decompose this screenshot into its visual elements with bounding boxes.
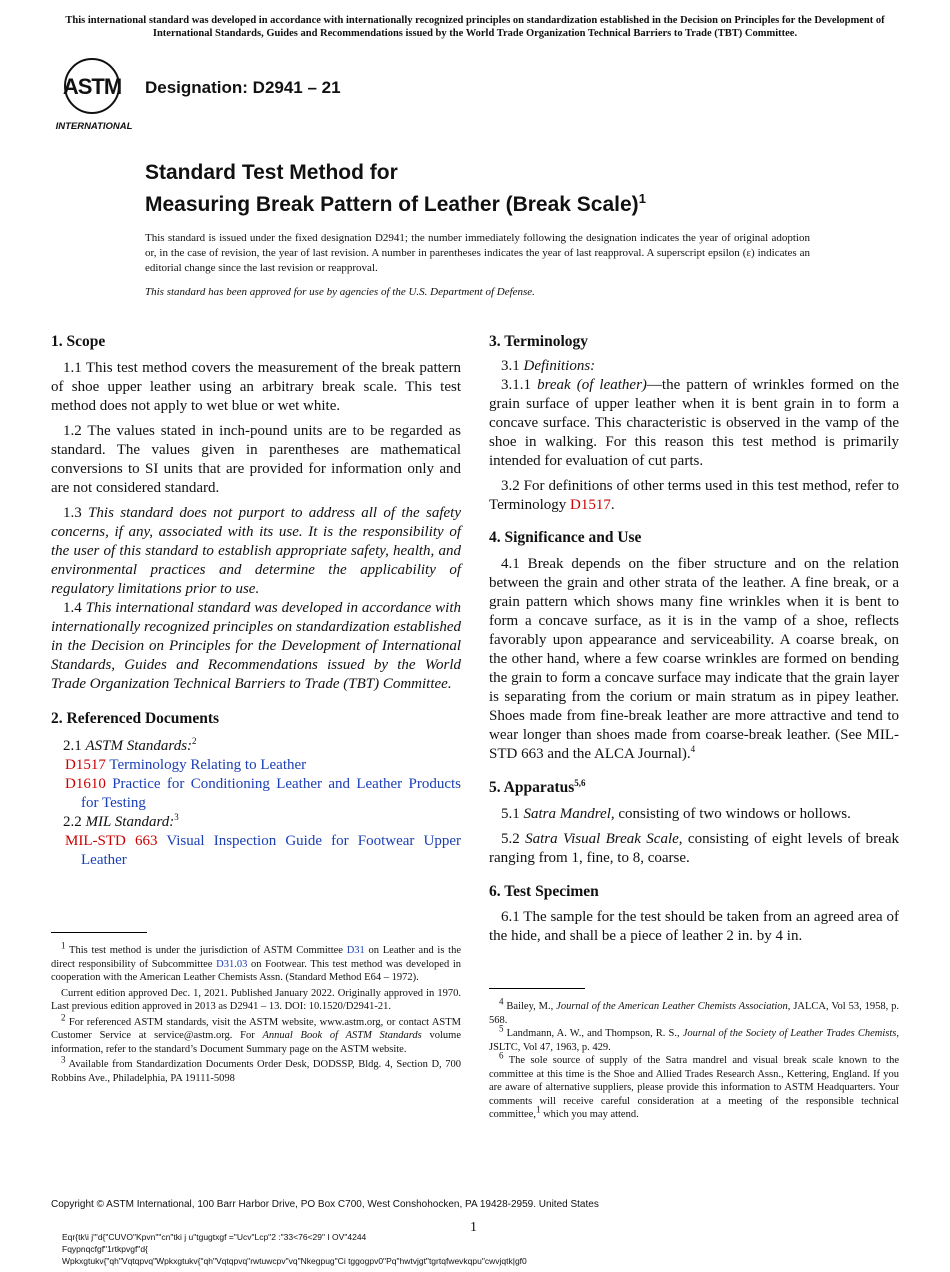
- left-footnotes: [51, 940, 462, 1085]
- page-number: 1: [470, 1220, 477, 1235]
- footnote: $^5$ Landmann, A. W., and Thompson, R. S., Journal of the Society of Leather Trades Chemists, JSLTC, Vol 47, 1963, p. 429.: [489, 1023, 900, 1053]
- reference-item: [51, 832, 461, 870]
- footnote: $^1$ This test method is under the jurisdiction of ASTM Committee D31 on Leather and is the direct responsibility of Subcommittee D31.03 on Footwear. This test method was developed in cooperation with the American Leather Chemists Assn. (Standard Method E64 – 1972).: [51, 940, 462, 983]
- right-footnotes: [489, 996, 900, 1122]
- footnote-rule: [51, 932, 147, 933]
- reference-title-link[interactable]: Visual Inspection Guide for Footwear Upper Leather: [81, 833, 462, 868]
- top-notice: This international standard was developed in accordance with internationally recognized principles on standardization established in the Decision on Principles for the Development of International Standards, Guides and Recommendations issued by the World Trade Organization Technical Barriers to Trade (TBT) Committee.: [65, 15, 885, 39]
- paragraph: 2.1 ASTM Standards:$^2$: [63, 736, 197, 754]
- left-column: [51, 332, 461, 870]
- reference-title-link[interactable]: Practice for Conditioning Leather and Leather Products for Testing: [81, 776, 462, 811]
- page-title: [145, 160, 646, 218]
- logo-text: ASTM: [62, 74, 122, 99]
- paragraph: 6.1 The sample for the test should be taken from an agreed area of the hide, and shall be a piece of leather 2 in. by 4 in.: [489, 909, 899, 944]
- license-stamp: Eqr{tk\i j'"d{"CUVO"Kpvn""cn"tki j u"tgugtxgf ="Ucv"Lcp"2 :"33<76<29" I OV"4244 Fqypnqcfgf"1rtkpvgf"d{ Wpkxgtukv{"qh"Vqtqpvq"Wpkxgtukv{"qh"Vqtqpvq"rwtuwcpv"vq"Nkegpug"Ci tggogpv0"Pq"hwtvjgt"tgrtqfwevkqpu"cwvjqtk|gf0: [62, 1232, 527, 1266]
- paragraph: 1.1 This test method covers the measurement of the break pattern of shoe upper leather using an arbitrary break scale. This test method does not apply to wet blue or wet white.: [51, 360, 461, 414]
- designation: Designation: D2941 – 21: [145, 78, 341, 97]
- footnote: Current edition approved Dec. 1, 2021. Published January 2022. Originally approved in 1970. Last previous edition approved in 2013 as D2941 – 13. DOI: 10.1520/D2941-21.: [51, 987, 461, 1012]
- footnote: $^4$ Bailey, M., Journal of the American Leather Chemists Association, JALCA, Vol 53, 1958, p. 568.: [489, 996, 900, 1026]
- title-line-2: Measuring Break Pattern of Leather (Break Scale)$^1$: [145, 191, 646, 216]
- section-heading: 4. Significance and Use: [489, 529, 642, 546]
- paragraph: 1.4 This international standard was developed in accordance with internationally recognized principles on standardization established in the Decision on Principles for the Development of International Standards, Guides and Recommendations issued by the World Trade Organization Technical Barriers to Trade (TBT) Committee.: [51, 600, 461, 692]
- section-heading: 3. Terminology: [489, 333, 589, 350]
- paragraph: 3.1.1 break (of leather)—the pattern of wrinkles formed on the grain surface of upper leather when it is bent grain in to form a concave surface. This characteristic is observed in the vamp of the shoe in walking. For this reason this test method is primarily intended for evaluation of cut parts.: [489, 377, 900, 469]
- astm-logo: [52, 56, 136, 134]
- issuance-statement: This standard is issued under the fixed designation D2941; the number immediately following the designation indicates the year of original adoption or, in the case of revision, the year of last revision. A number in parentheses indicates the year of last reapproval. A superscript epsilon (ε) indicates an editorial change since the last revision or reapproval.: [145, 232, 810, 274]
- footnote-rule: [489, 988, 585, 989]
- paragraph: 3.2 For definitions of other terms used in this test method, refer to Terminology D1517.: [489, 478, 899, 513]
- logo-subtext: INTERNATIONAL: [55, 121, 133, 132]
- reference-item: [51, 756, 461, 775]
- paragraph: 3.1 Definitions:: [501, 358, 596, 374]
- paragraph: 4.1 Break depends on the fiber structure and on the relation between the grain and other strata of the leather. A fine break, or a grain pattern which shows many fine wrinkles when it is bent to form a concave surface, as it is in the vamp of a shoe, reflects favorably upon appearance and serviceability. A coarse break, on the other hand, where a few coarse wrinkles are formed on bending the grain to form a concave surface may indicate that the grain layer is separating from the corium or main stratum as in pipey leather. Shoes made from fine-break leather are more attractive and tend to wear longer than shoes made from coarse-break leather. (See MIL-STD 663 and the ALCA Journal).$^4$: [489, 556, 899, 762]
- reference-link[interactable]: D1517: [65, 757, 106, 773]
- dod-approval: This standard has been approved for use by agencies of the U.S. Department of Defense.: [145, 286, 535, 298]
- footnote: $^2$ For referenced ASTM standards, visit the ASTM website, www.astm.org, or contact ASTM Customer Service at service@astm.org. For Annual Book of ASTM Standards volume information, refer to the standard’s Document Summary page on the ASTM website.: [51, 1012, 462, 1055]
- reference-item: [51, 775, 461, 813]
- paragraph: 5.1 Satra Mandrel, consisting of two windows or hollows.: [501, 806, 851, 822]
- right-column: [489, 332, 899, 946]
- paragraph: 2.2 MIL Standard:$^3$: [63, 812, 179, 830]
- copyright: Copyright © ASTM International, 100 Barr Harbor Drive, PO Box C700, West Conshohocken, PA 19428-2959. United States: [51, 1199, 599, 1210]
- section-heading: 6. Test Specimen: [489, 883, 599, 900]
- paragraph: 1.2 The values stated in inch-pound units are to be regarded as standard. The values given in parentheses are mathematical conversions to SI units that are provided for information only and are not considered standard.: [51, 423, 461, 496]
- reference-link[interactable]: MIL-STD 663: [65, 833, 158, 849]
- paragraph: 5.2 Satra Visual Break Scale, consisting of eight levels of break ranging from 1, fine, to 8, coarse.: [489, 831, 899, 866]
- reference-title-link[interactable]: Terminology Relating to Leather: [109, 757, 307, 773]
- committee-link[interactable]: D31: [346, 945, 365, 956]
- footnote: $^6$ The sole source of supply of the Satra mandrel and visual break scale known to the committee at this time is the Shoe and Allied Trades Research Assn., Kettering, England. If you are aware of alternative suppliers, please provide this information to ASTM Headquarters. Your comments will receive careful consideration at a meeting of the responsible technical committee,$^1$ which you may attend.: [489, 1050, 899, 1120]
- reference-link[interactable]: D1610: [65, 776, 106, 792]
- paragraph: 1.3 This standard does not purport to address all of the safety concerns, if any, associated with its use. It is the responsibility of the user of this standard to establish appropriate safety, health, and environmental practices and determine the applicability of regulatory limitations prior to use.: [51, 505, 462, 597]
- reference-link[interactable]: D1517: [570, 497, 611, 513]
- title-footnote-mark: 1: [638, 191, 646, 206]
- footnote: $^3$ Available from Standardization Documents Order Desk, DODSSP, Bldg. 4, Section D, 700 Robbins Ave., Philadelphia, PA 19111-5098: [51, 1054, 461, 1084]
- astm-logo-icon: [52, 56, 136, 134]
- section-heading: 2. Referenced Documents: [51, 710, 220, 727]
- section-heading: 5. Apparatus$^{5,6}$: [489, 777, 586, 796]
- subcommittee-link[interactable]: D31.03: [216, 958, 248, 970]
- title-line-1: Standard Test Method for: [145, 161, 398, 184]
- section-heading: 1. Scope: [51, 333, 106, 350]
